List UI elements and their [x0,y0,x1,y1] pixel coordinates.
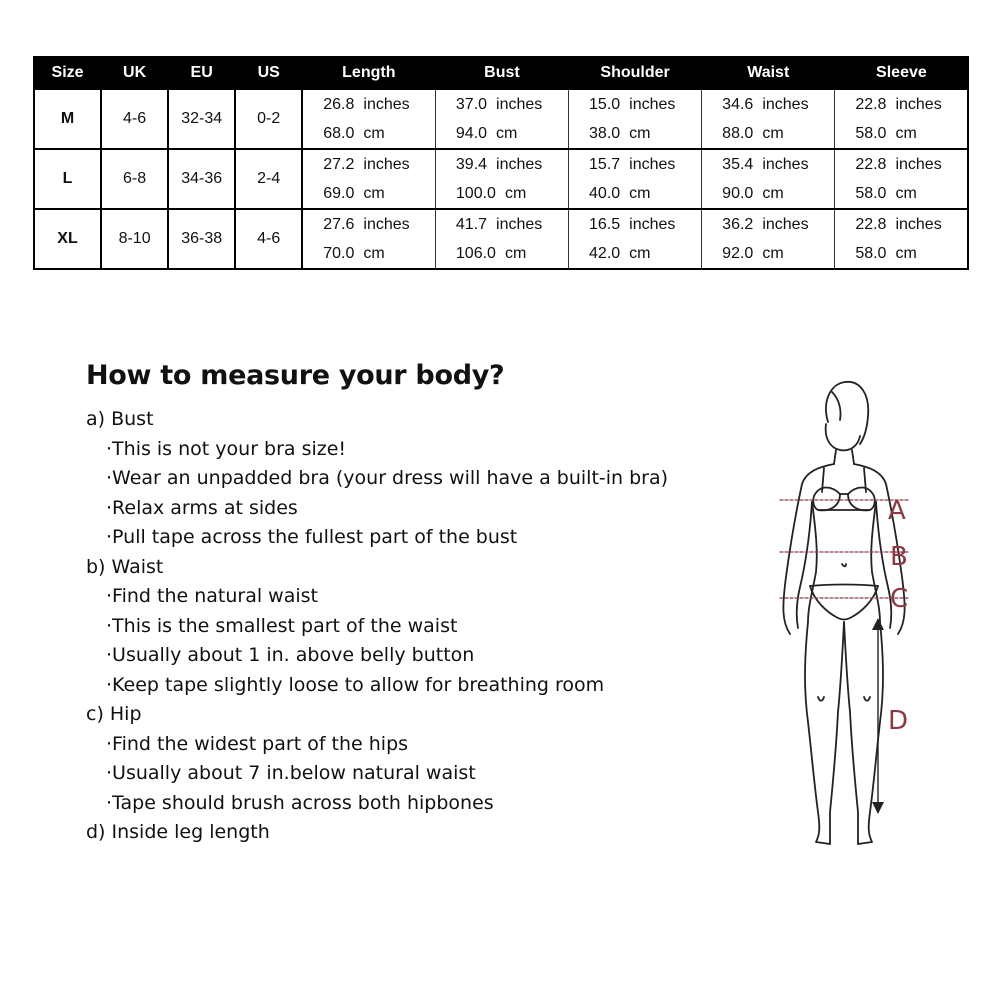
header-bust: Bust [435,57,568,89]
header-length: Length [302,57,435,89]
cm-unit: cm [895,185,917,202]
measurement-inches [855,150,967,179]
guide-tip: ·Find the natural waist [106,585,318,607]
guide-tip: ·Usually about 7 in.below natural waist [106,762,476,784]
table-row [34,89,968,149]
cell-measurement [702,209,835,269]
cm-value: 42.0 [589,245,621,262]
body-measurement-figure [760,372,960,862]
header-us: US [235,57,302,89]
label-d: D [888,706,909,736]
measurement-inches [589,210,701,239]
size-chart-body [34,89,968,269]
inches-value: 16.5 [589,216,621,233]
guide-tip: ·This is the smallest part of the waist [106,614,458,637]
cm-value: 94.0 [455,125,488,142]
cm-unit: cm [762,245,784,262]
cm-value: 38.0 [589,125,621,142]
header-waist: Waist [702,57,835,89]
guide-tip: ·This is not your bra size! [106,437,347,460]
measurement-cm [456,119,568,148]
section-heading: a) Bust [86,408,154,430]
cell-measurement [302,89,435,149]
inches-unit: inches [363,156,410,173]
cm-unit: cm [504,245,527,262]
section-heading: c) Hip [86,703,142,725]
cm-value: 106.0 [455,245,496,262]
cell-measurement [702,89,835,149]
measurement-inches [855,90,967,119]
inches-value: 15.0 [589,96,621,113]
inches-value: 41.7 [455,216,488,233]
inches-unit: inches [629,216,676,233]
label-b: B [890,542,908,572]
cm-value: 90.0 [722,185,754,202]
inches-value: 22.8 [855,216,887,233]
guide-section [86,405,746,553]
cell-measurement [569,89,702,149]
inches-unit: inches [363,216,410,233]
guide-tip: ·Find the widest part of the hips [106,732,409,755]
guide-tip: ·Usually about 1 in. above belly button [106,644,475,666]
measurement-inches [722,150,834,179]
inches-unit: inches [496,96,543,113]
cm-unit: cm [363,185,385,202]
cm-value: 40.0 [589,185,621,202]
measure-guide [86,360,746,848]
cell-uk: 8-10 [101,209,168,269]
header-sleeve: Sleeve [835,57,968,89]
inches-unit: inches [363,96,410,113]
cell-measurement [702,149,835,209]
cell-eu: 32-34 [168,89,235,149]
measurement-cm [855,239,967,268]
inches-value: 26.8 [323,96,355,113]
inches-value: 37.0 [455,96,488,113]
measurement-cm [323,119,435,148]
measurement-cm [456,179,568,208]
section-heading: b) Waist [86,555,164,578]
cell-measurement [835,149,968,209]
measurement-cm [589,179,701,208]
inches-value: 39.4 [455,156,488,173]
guide-tip: ·Keep tape slightly loose to allow for breathing room [106,673,605,696]
measurement-inches [722,210,834,239]
inches-value: 27.6 [323,216,355,233]
guide-tip: ·Relax arms at sides [106,496,298,519]
inches-value: 36.2 [722,216,754,233]
inches-unit: inches [762,216,809,233]
table-row [34,149,968,209]
section-heading: d) Inside leg length [86,821,270,843]
measurement-inches [589,150,701,179]
cell-eu: 36-38 [168,209,235,269]
measurement-inches [323,210,435,239]
cm-unit: cm [496,125,518,142]
cell-uk: 6-8 [101,149,168,209]
inches-value: 27.2 [323,156,355,173]
measurement-inches [589,90,701,119]
cm-unit: cm [895,125,917,142]
guide-tip: ·Tape should brush across both hipbones [106,791,494,814]
cell-measurement [835,89,968,149]
cm-value: 70.0 [323,245,355,262]
measurement-cm [456,239,568,268]
cm-unit: cm [762,125,784,142]
cell-measurement [435,149,568,209]
header-eu: EU [168,57,235,89]
cell-us: 2-4 [235,149,302,209]
measurement-inches [456,150,568,179]
cm-unit: cm [629,185,651,202]
inches-value: 22.8 [855,156,887,173]
cm-value: 69.0 [323,185,355,202]
guide-sections [86,405,746,848]
cm-unit: cm [629,125,651,142]
measurement-inches [456,90,568,119]
inches-unit: inches [895,156,942,173]
cell-size: L [34,149,101,209]
guide-title: How to measure your body? [86,360,505,391]
measurement-cm [323,179,435,208]
measurement-cm [722,239,834,268]
cm-value: 68.0 [323,125,355,142]
cell-us: 4-6 [235,209,302,269]
cm-value: 88.0 [722,125,754,142]
measurement-inches [456,210,568,239]
measurement-inches [323,150,435,179]
cm-value: 58.0 [855,125,887,142]
measurement-cm [589,239,701,268]
cm-value: 100.0 [455,185,496,202]
cell-uk: 4-6 [101,89,168,149]
inches-value: 22.8 [855,96,887,113]
cm-value: 92.0 [722,245,754,262]
size-chart-table [33,56,969,270]
cell-measurement [302,209,435,269]
cm-value: 58.0 [855,245,887,262]
cell-measurement [569,149,702,209]
cell-size: M [34,89,101,149]
inches-unit: inches [895,96,942,113]
cell-eu: 34-36 [168,149,235,209]
measurement-cm [855,119,967,148]
size-chart-header [34,57,968,89]
guide-section [86,553,746,701]
inches-unit: inches [762,96,809,113]
cell-measurement [302,149,435,209]
cm-unit: cm [629,245,651,262]
cell-measurement [569,209,702,269]
header-uk: UK [101,57,168,89]
cm-unit: cm [762,185,784,202]
cm-unit: cm [363,125,385,142]
cm-unit: cm [363,245,385,262]
measurement-cm [589,119,701,148]
table-row [34,209,968,269]
cell-size: XL [34,209,101,269]
body-outline-illustration [760,372,960,862]
inches-value: 15.7 [589,156,621,173]
label-a: A [888,496,906,526]
measurement-inches [855,210,967,239]
header-shoulder: Shoulder [569,57,702,89]
inches-unit: inches [629,156,676,173]
cell-measurement [435,89,568,149]
inches-unit: inches [762,156,809,173]
inches-unit: inches [629,96,676,113]
measurement-cm [855,179,967,208]
guide-section [86,818,746,848]
guide-tip: ·Pull tape across the fullest part of the bust [106,526,518,548]
measurement-inches [722,90,834,119]
guide-section [86,700,746,818]
label-c: C [890,584,909,614]
inches-unit: inches [496,216,543,233]
cm-unit: cm [895,245,917,262]
header-size: Size [34,57,101,89]
cell-measurement [835,209,968,269]
measurement-cm [722,119,834,148]
inches-value: 35.4 [722,156,754,173]
guide-tip: ·Wear an unpadded bra (your dress will have a built-in bra) [106,467,669,489]
inches-unit: inches [895,216,942,233]
cm-value: 58.0 [855,185,887,202]
measurement-cm [722,179,834,208]
measurement-inches [323,90,435,119]
inches-value: 34.6 [722,96,754,113]
inches-unit: inches [496,156,543,173]
cm-unit: cm [504,185,527,202]
measurement-cm [323,239,435,268]
cell-us: 0-2 [235,89,302,149]
cell-measurement [435,209,568,269]
